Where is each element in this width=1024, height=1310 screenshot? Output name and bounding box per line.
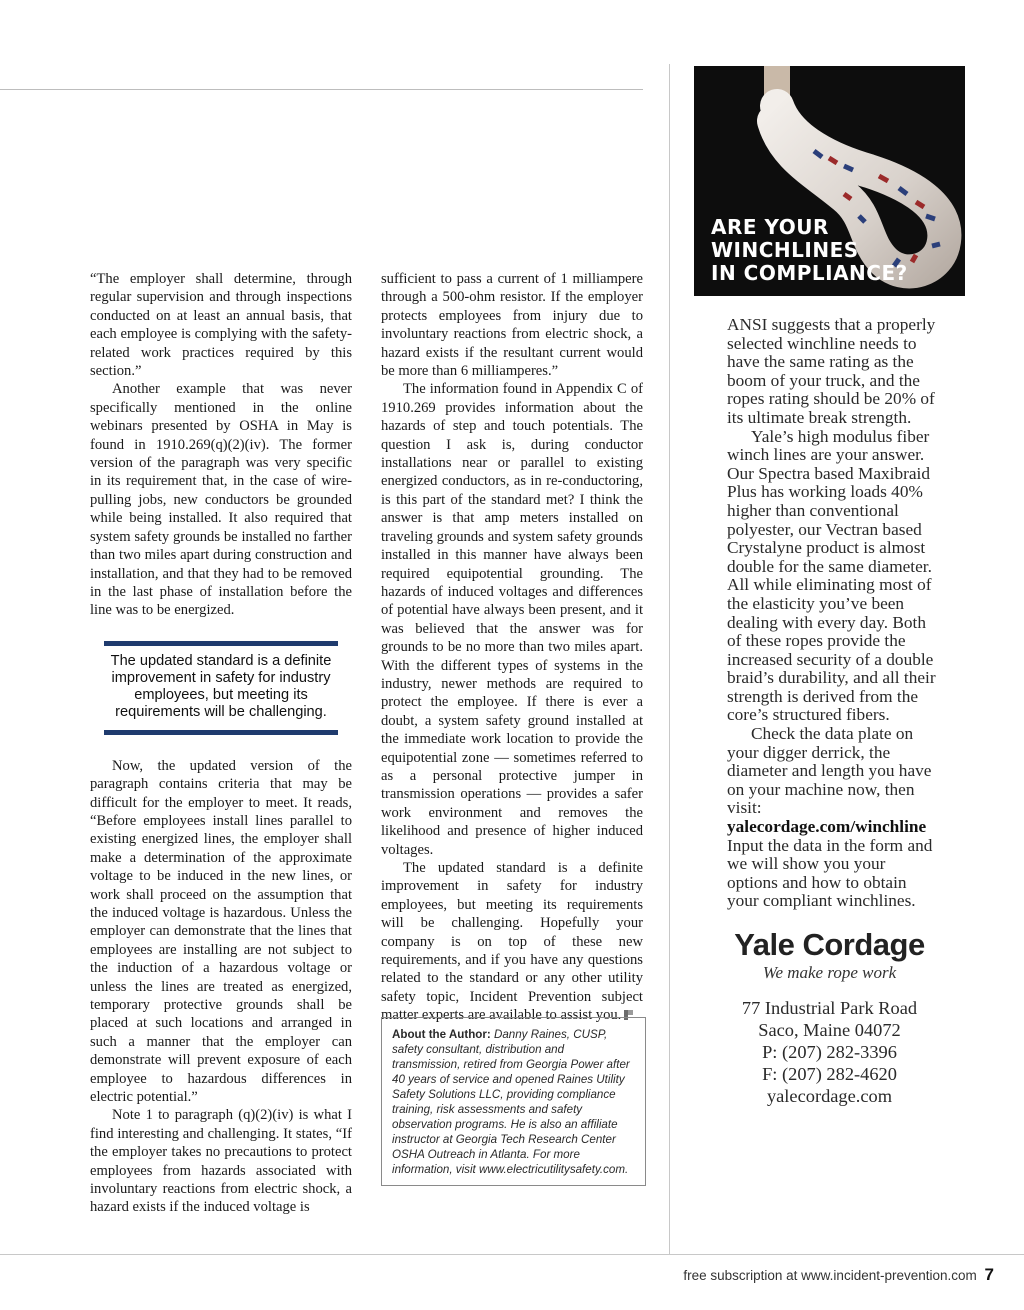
author-heading: About the Author: [392,1028,491,1041]
article-paragraph: “The employer shall determine, through regular supervision and through inspections conducted on at least an annual basis, that each employee is complying with the safety-related work practices required by this section.” [90,271,352,380]
article-paragraph: Note 1 to paragraph (q)(2)(iv) is what I find interesting and challenging. It states, “If the employer takes no precautions to protect employees from hazards associated with involuntary reactions from electric shock, a hazard exists if the induced voltage is [90,1107,352,1216]
footer-rule [0,1254,1024,1255]
ad-paragraph: Yale’s high modulus fiber winch lines are your answer. Our Spectra based Maxibraid Plus has working loads 40% higher than conventional polyester, our Vectran based Crystalyne product is almost double for the same diameter. All while eliminating most of the elasticity you’ve been dealing with every day. Both of these ropes provide the increased security of a double braid’s durability, and all their strength is derived from the core’s structured fibers. [727,426,936,725]
address-line: Saco, Maine 04072 [758,1020,901,1040]
article-column-2 [381,270,643,1025]
article-paragraph: The information found in Appendix C of 1910.269 provides information about the hazards of step and touch potentials. The question I ask is, during conductor installations near or parallel to existing energized conductors, as in re-conductoring, is this part of the standard met? I think the answer is that amp meters installed on traveling grounds and system safety grounds installed in this manner have always been required equipotential grounding. The hazards of induced voltages and differences of potential have always been present, and it was believed that the answer was for grounds to be no more than two miles apart. With the different types of systems in the industry, newer methods are required to protect the employee. If there is ever a doubt, a system safety ground installed at the immediate work location to provide the equipotential zone — sometimes referred to as a personal protective jumper in transmission operations — provides a safer work environment and removes the likelihood and presence of higher induced voltages. [381,381,643,858]
pull-quote-text: The updated standard is a definite improvement in safety for industry employees, but meeting its requirements will be challenging. [110,652,332,720]
rope-photo [694,66,965,296]
page-number: 7 [984,1265,994,1284]
ad-url-link[interactable]: yalecordage.com/winchline [727,817,927,837]
ad-paragraph: ANSI suggests that a properly selected winchline needs to have the same rating as the boom of your truck, and the ropes rating should be 20% of its ultimate break strength. [727,315,936,427]
advertisement [694,66,965,1196]
author-bio: Danny Raines, CUSP, safety consultant, distribution and transmission, retired from Georgia Power after 40 years of service and opened Raines Utility Safety Solutions LLC, providing compliance training, risk assessments and safety observation programs. He is also an affiliate instructor at Georgia Tech Research Center OSHA Outreach in Atlanta. For more information, visit www.electricutilitysafety.com. [392,1028,630,1176]
article-paragraph: Another example that was never specifically mentioned in the online webinars presented by OSHA in May is found in 1910.269(q)(2)(iv). The former version of the paragraph was very specific in its requirement that, in the case of wire-pulling jobs, new conductors be grounded while being installed. It also required that system safety grounds be installed no farther than two miles apart during construction and installation, and that they had to be removed in the last phase of installation before the line was to be energized. [90,381,352,619]
website-link[interactable]: yalecordage.com [766,1086,893,1106]
article-paragraph: sufficient to pass a current of 1 milliampere through a 500-ohm resistor. If the employer protects employees from injury due to involuntary reactions from electric shock, a hazard exists if the resultant current would be more than 6 milliamperes.” [381,271,643,380]
ad-headline-line: ARE YOUR [711,215,829,239]
article-paragraph: Now, the updated version of the paragraph contains criteria that may be difficult for the employer to meet. It reads, “Before employees install lines parallel to existing energized lines, the employer shall make a determination of the approximate voltage to be induced in the new lines, or work shall proceed on the assumption that the induced voltage is hazardous. Unless the employer can demonstrate that the lines that employees are installing are not subject to the induction of a hazardous voltage or unless the lines are treated as energized, temporary protective grounds shall be placed at such locations and arranged in such a manner that the employer can demonstrate will prevent exposure of each employee to hazardous differences in electric potential.” [90,757,352,1106]
footer-text: free subscription at www.incident-prevention.com [683,1268,977,1283]
column-divider [669,64,670,1254]
article-paragraph-final [381,859,643,1025]
fax-line: F: (207) 282-4620 [762,1064,897,1084]
ad-paragraph: Input the data in the form and we will show you your options and how to obtain your compliant winchlines. [727,835,933,911]
page-footer [683,1265,994,1285]
ad-headline [711,216,908,285]
ad-copy [727,316,939,911]
address-line: 77 Industrial Park Road [741,998,918,1018]
ad-headline-line: IN COMPLIANCE? [711,261,908,285]
pull-quote [104,641,338,735]
brand-tagline: We make rope work [762,963,897,982]
top-rule [0,89,643,90]
brand-logo-text: Yale Cordage [734,927,925,962]
ad-headline-line: WINCHLINES [711,238,859,262]
article-paragraph-text: The updated standard is a definite improvement in safety for industry employees, but meeting its requirements will be challenging. Hopefully your company is on top of these new requirements, and if you have any questions related to the standard or any other utility safety topic, Incident Prevention subject matter experts are available to assist you. [381,860,643,1024]
phone-line: P: (207) 282-3396 [762,1042,897,1062]
author-box [381,1017,646,1186]
contact-address [694,997,965,1107]
ad-paragraph: Check the data plate on your digger derrick, the diameter and length you have on your machine now, then visit: [727,724,932,818]
article-column-1 [90,270,352,1217]
